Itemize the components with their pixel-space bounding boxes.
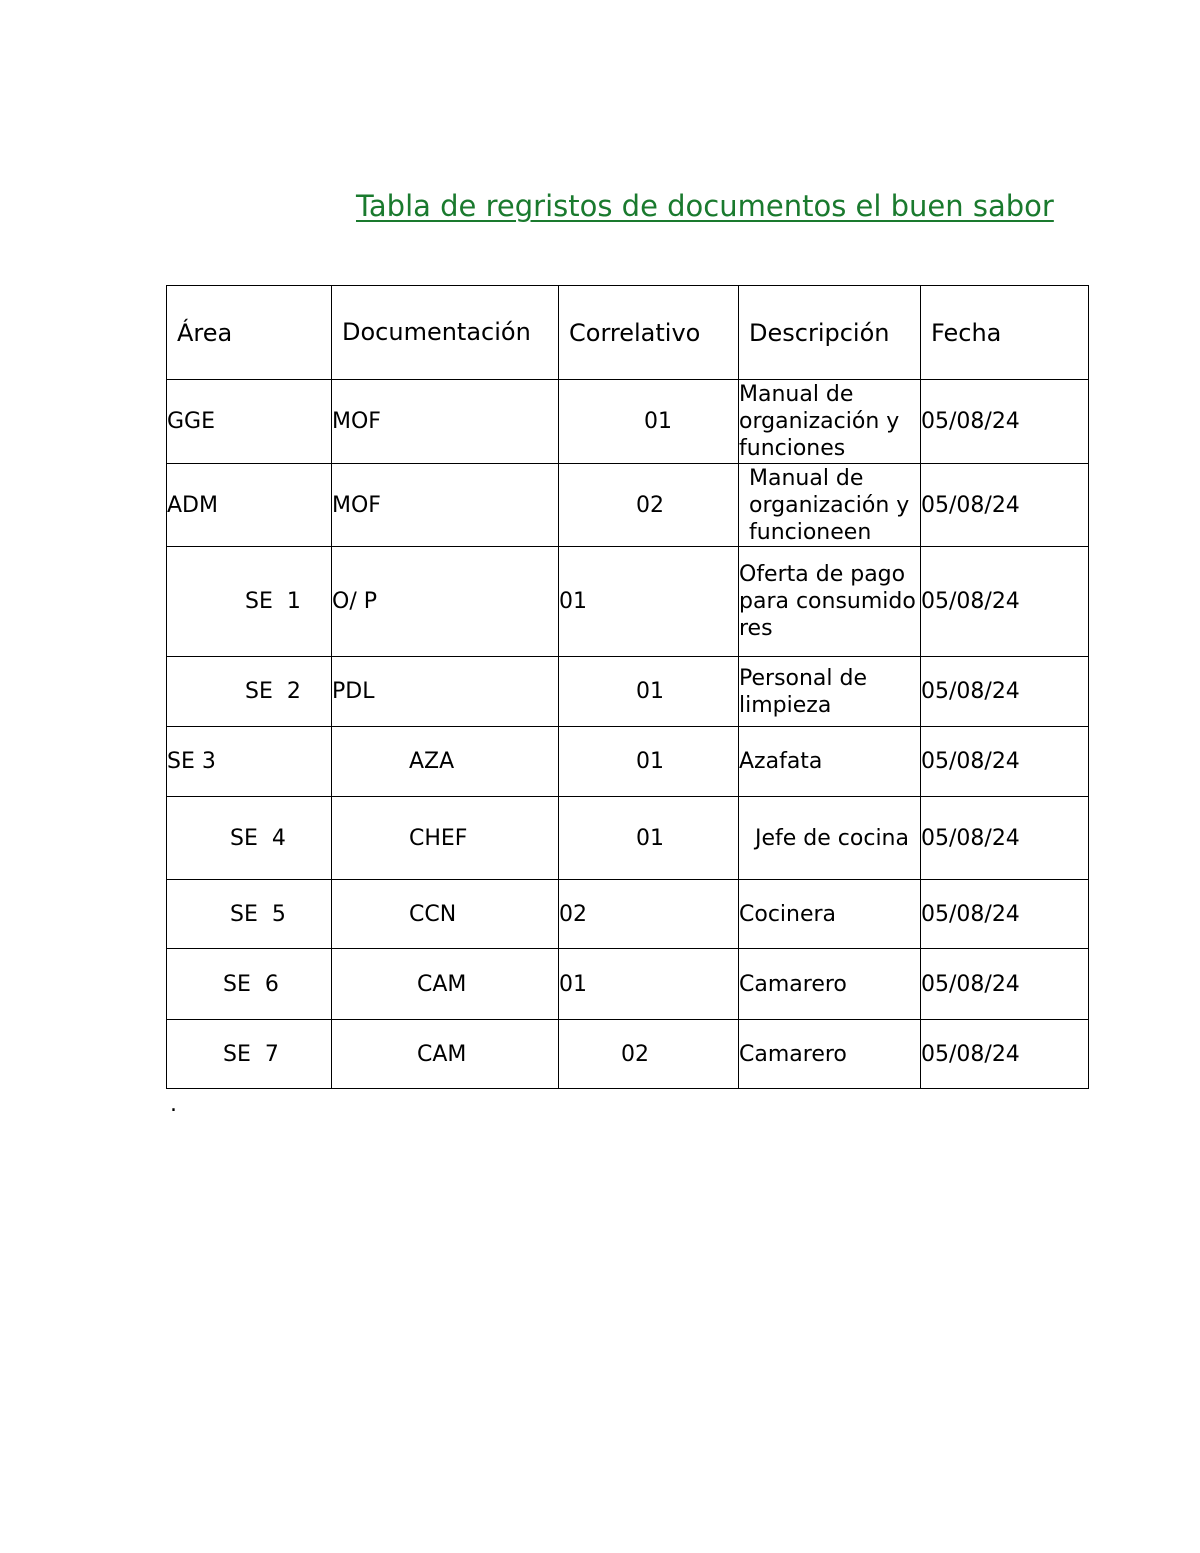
cell-area: SE 1 <box>167 547 332 657</box>
cell-fecha: 05/08/24 <box>921 949 1089 1020</box>
header-documentacion: Documentación <box>332 286 559 380</box>
table-row <box>167 464 1089 547</box>
cell-fecha: 05/08/24 <box>921 880 1089 949</box>
cell-correlativo: 01 <box>559 380 739 464</box>
cell-fecha: 05/08/24 <box>921 727 1089 797</box>
cell-area: SE 2 <box>167 657 332 727</box>
table-row <box>167 880 1089 949</box>
cell-descripcion: Camarero <box>739 949 921 1020</box>
table-row <box>167 1020 1089 1089</box>
cell-correlativo: 01 <box>559 797 739 880</box>
cell-correlativo: 02 <box>559 464 739 547</box>
cell-documentacion: O/ P <box>332 547 559 657</box>
cell-correlativo: 01 <box>559 949 739 1020</box>
cell-fecha: 05/08/24 <box>921 1020 1089 1089</box>
cell-area: ADM <box>167 464 332 547</box>
cell-area: SE 4 <box>167 797 332 880</box>
cell-documentacion: CHEF <box>332 797 559 880</box>
cell-descripcion: Jefe de cocina <box>739 797 921 880</box>
cell-documentacion: MOF <box>332 464 559 547</box>
header-area: Área <box>167 286 332 380</box>
cell-correlativo: 01 <box>559 547 739 657</box>
records-table <box>166 285 1089 1089</box>
document-title: Tabla de regristos de documentos el buen sabor <box>356 189 1054 223</box>
header-correlativo: Correlativo <box>559 286 739 380</box>
cell-correlativo: 02 <box>559 1020 739 1089</box>
cell-descripcion: Azafata <box>739 727 921 797</box>
table-row <box>167 797 1089 880</box>
cell-descripcion: Oferta de pago para consumidores <box>739 547 921 657</box>
cell-descripcion: Camarero <box>739 1020 921 1089</box>
cell-fecha: 05/08/24 <box>921 547 1089 657</box>
cell-area: SE 5 <box>167 880 332 949</box>
cell-fecha: 05/08/24 <box>921 657 1089 727</box>
cell-documentacion: CAM <box>332 949 559 1020</box>
cell-correlativo: 02 <box>559 880 739 949</box>
table-row <box>167 380 1089 464</box>
header-fecha: Fecha <box>921 286 1089 380</box>
header-descripcion: Descripción <box>739 286 921 380</box>
cell-area: SE 6 <box>167 949 332 1020</box>
cell-descripcion: Manual de organización y funciones <box>739 380 921 464</box>
cell-fecha: 05/08/24 <box>921 797 1089 880</box>
cell-documentacion: AZA <box>332 727 559 797</box>
cell-correlativo: 01 <box>559 657 739 727</box>
table-row <box>167 727 1089 797</box>
trailing-mark: . <box>170 1092 177 1117</box>
cell-descripcion: Manual de organización y funcioneen <box>739 464 921 547</box>
cell-descripcion: Cocinera <box>739 880 921 949</box>
table-header-row <box>167 286 1089 380</box>
cell-area: SE 7 <box>167 1020 332 1089</box>
cell-area: SE 3 <box>167 727 332 797</box>
cell-documentacion: CAM <box>332 1020 559 1089</box>
table-row <box>167 949 1089 1020</box>
cell-fecha: 05/08/24 <box>921 464 1089 547</box>
cell-descripcion: Personal de limpieza <box>739 657 921 727</box>
cell-documentacion: CCN <box>332 880 559 949</box>
cell-correlativo: 01 <box>559 727 739 797</box>
cell-documentacion: PDL <box>332 657 559 727</box>
table-row <box>167 547 1089 657</box>
cell-area: GGE <box>167 380 332 464</box>
cell-documentacion: MOF <box>332 380 559 464</box>
table-row <box>167 657 1089 727</box>
cell-fecha: 05/08/24 <box>921 380 1089 464</box>
